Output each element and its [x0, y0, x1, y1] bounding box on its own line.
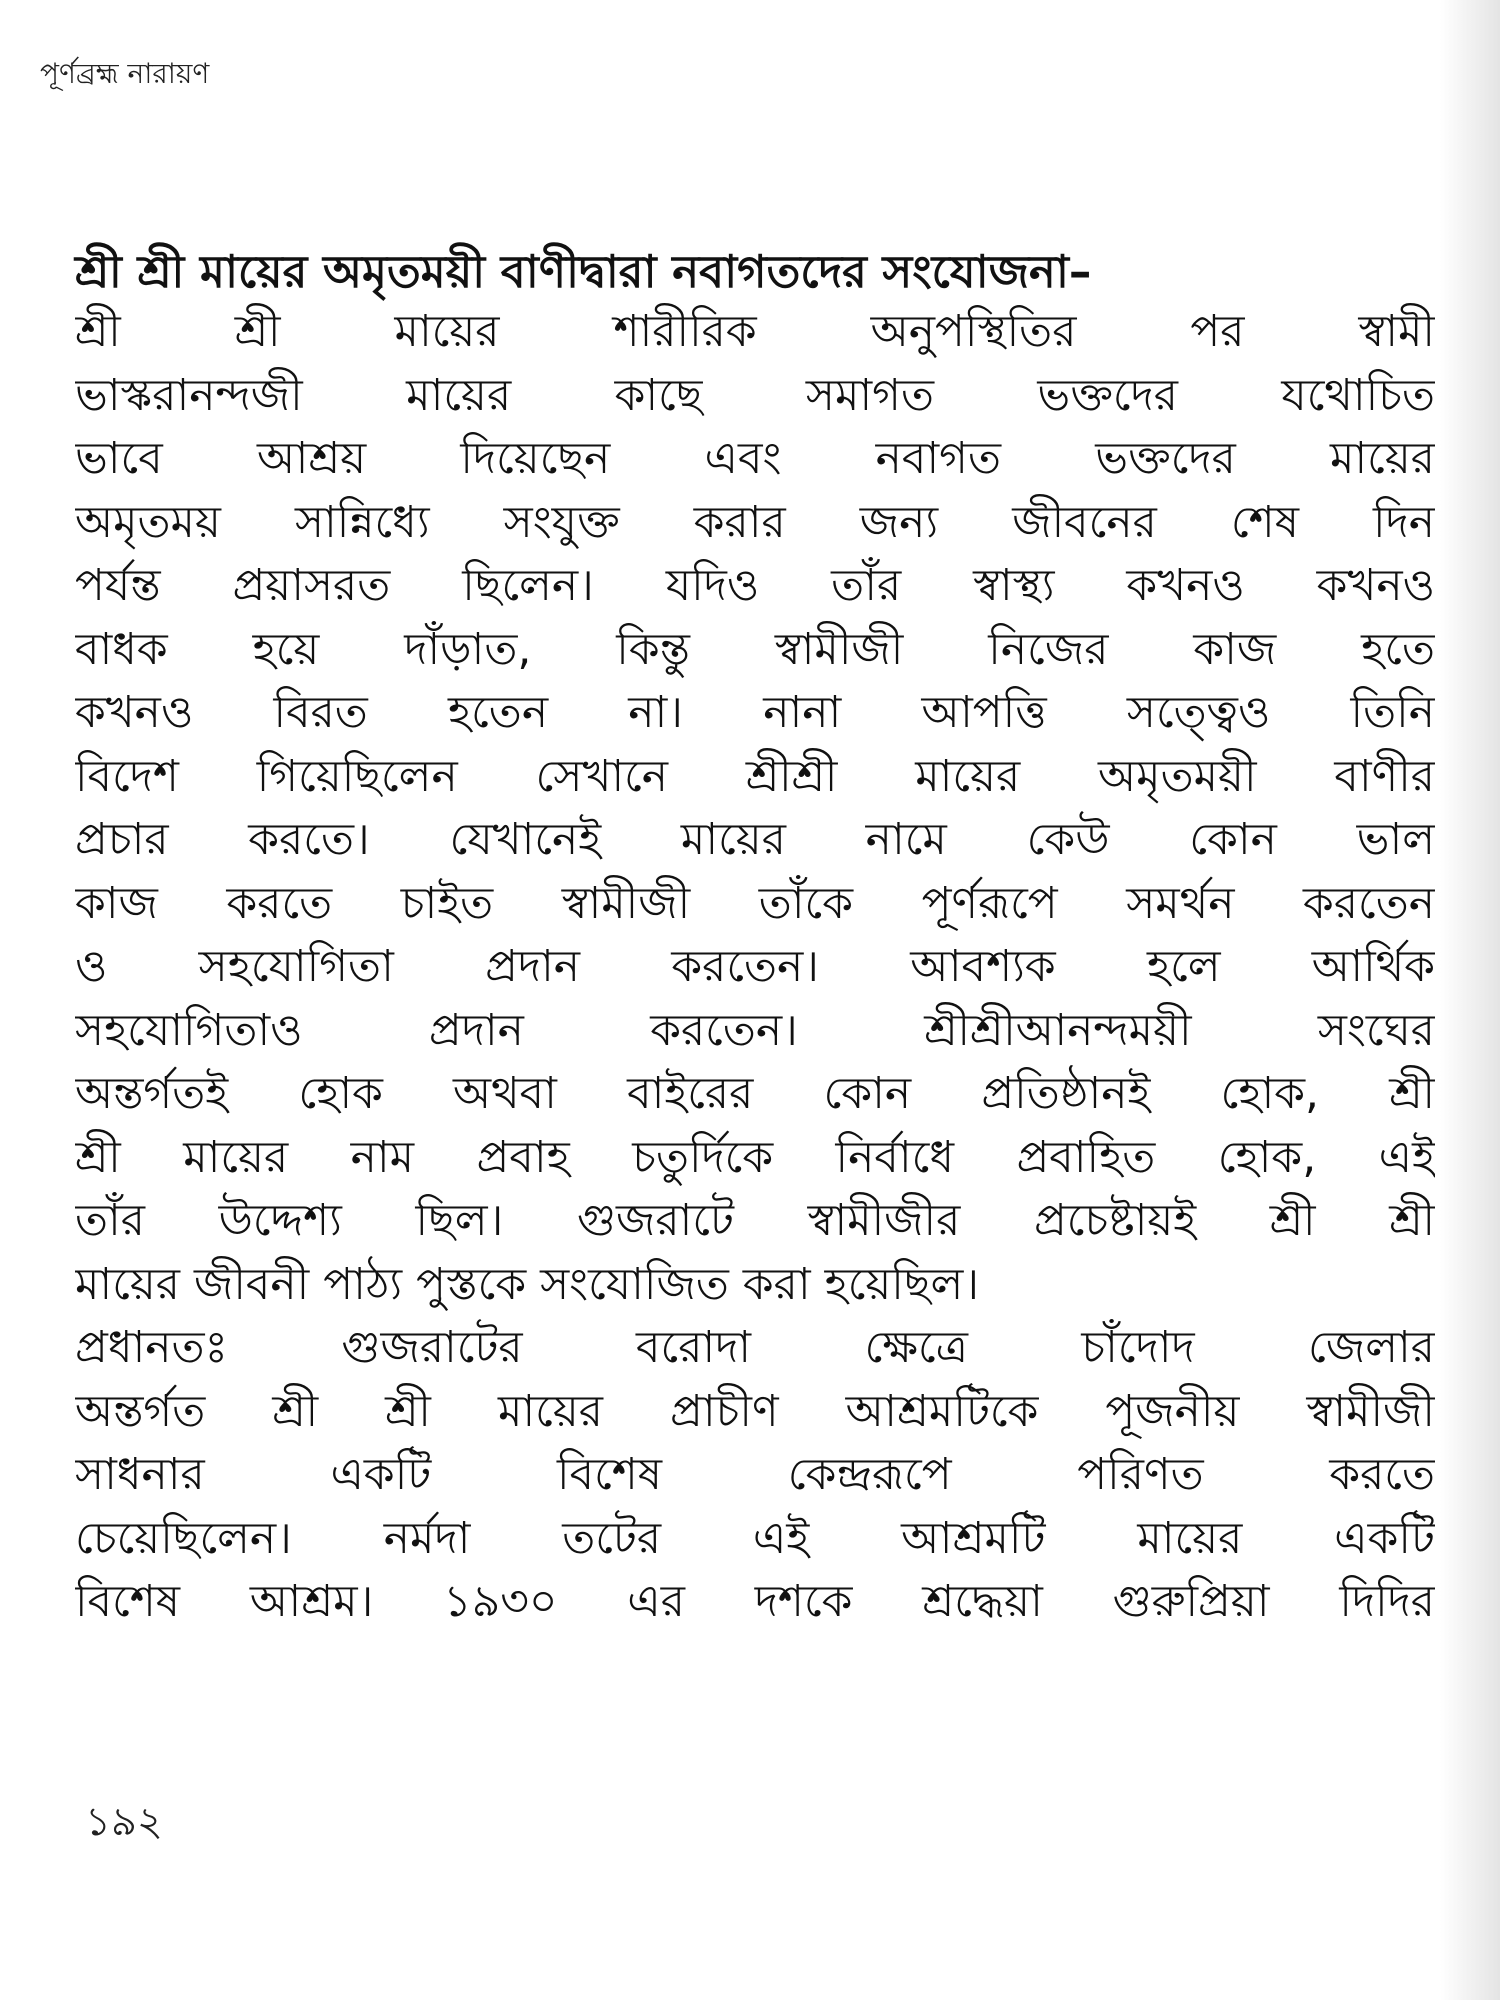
text-line: পর্যন্ত প্রয়াসরত ছিলেন। যদিও তাঁর স্বাস্থ্য কখনও কখনও	[75, 560, 1435, 611]
text-line: বাধক হয়ে দাঁড়াত, কিন্তু স্বামীজী নিজের কাজ হতে	[75, 623, 1435, 675]
text-line: অমৃতময় সান্নিধ্যে সংযুক্ত করার জন্য জীবনের শেষ দিন	[75, 496, 1435, 548]
text-line: ভাস্করানন্দজী মায়ের কাছে সমাগত ভক্তদের যথোচিত	[75, 369, 1435, 421]
text-line: প্রধানতঃ গুজরাটের বরোদা ক্ষেত্রে চাঁদোদ জেলার	[75, 1322, 1435, 1373]
text-line: কখনও বিরত হতেন না। নানা আপত্তি সত্ত্বেও তিনি	[75, 687, 1435, 738]
text-line: অন্তর্গত শ্রী শ্রী মায়ের প্রাচীণ আশ্রমটিকে পূজনীয় স্বামীজী	[75, 1385, 1435, 1437]
text-line: অন্তর্গতই হোক অথবা বাইরের কোন প্রতিষ্ঠানই হোক, শ্রী	[75, 1068, 1435, 1119]
text-line: শ্রী শ্রী মায়ের শারীরিক অনুপস্থিতির পর স্বামী	[75, 306, 1435, 357]
text-line: বিদেশ গিয়েছিলেন সেখানে শ্রীশ্রী মায়ের অমৃতময়ী বাণীর	[75, 750, 1435, 802]
text-line: প্রচার করতে। যেখানেই মায়ের নামে কেউ কোন ভাল	[75, 814, 1435, 865]
text-line: শ্রী মায়ের নাম প্রবাহ চতুর্দিকে নির্বাধে প্রবাহিত হোক, এই	[75, 1131, 1435, 1183]
text-line: চেয়েছিলেন। নর্মদা তটের এই আশ্রমটি মায়ের একটি	[75, 1512, 1435, 1564]
text-line: বিশেষ আশ্রম। ১৯৩০ এর দশকে শ্রদ্ধেয়া গুরুপ্রিয়া দিদির	[75, 1576, 1435, 1627]
body-text	[75, 300, 1435, 1634]
text-line: ও সহযোগিতা প্রদান করতেন। আবশ্যক হলে আর্থিক	[75, 941, 1435, 992]
text-line: সহযোগিতাও প্রদান করতেন। শ্রীশ্রীআনন্দময়ী সংঘের	[75, 1004, 1435, 1056]
page-number: ১৯২	[85, 1799, 163, 1845]
text-line: ভাবে আশ্রয় দিয়েছেন এবং নবাগত ভক্তদের মায়ের	[75, 433, 1435, 484]
text-line: কাজ করতে চাইত স্বামীজী তাঁকে পূর্ণরূপে সমর্থন করতেন	[75, 877, 1435, 929]
section-heading: শ্রী শ্রী মায়ের অমৃতময়ী বাণীদ্বারা নবাগতদের সংযোজনা–	[75, 245, 1092, 298]
text-line: সাধনার একটি বিশেষ কেন্দ্ররূপে পরিণত করতে	[75, 1449, 1435, 1500]
text-line-paragraph-end: মায়ের জীবনী পাঠ্য পুস্তকে সংযোজিত করা হয়েছিল।	[75, 1258, 980, 1310]
running-head: পূর্ণব্রহ্ম নারায়ণ	[40, 57, 210, 90]
text-line: তাঁর উদ্দেশ্য ছিল। গুজরাটে স্বামীজীর প্রচেষ্টায়ই শ্রী শ্রী	[75, 1195, 1435, 1246]
page-gutter-shadow	[1440, 0, 1500, 2000]
